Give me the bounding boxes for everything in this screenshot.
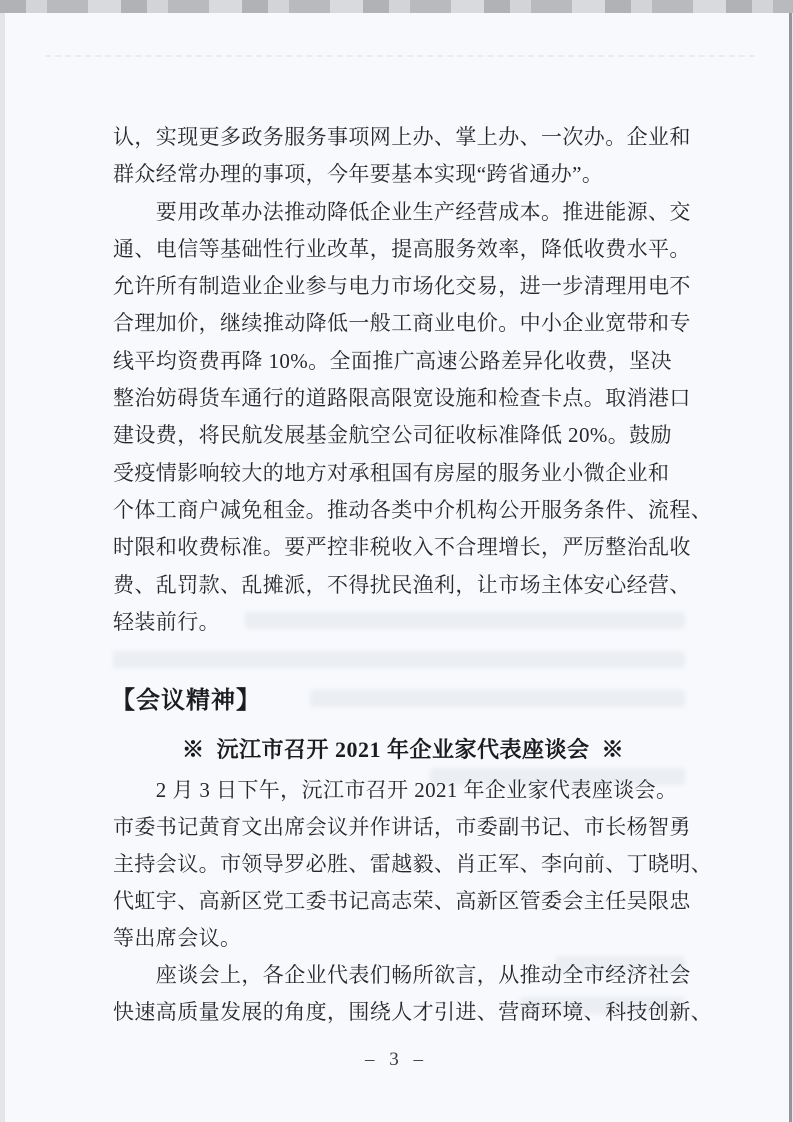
body-text-line: 市委书记黄育文出席会议并作讲话，市委副书记、市长杨智勇 — [113, 815, 691, 839]
body-text-line: 要用改革办法推动降低企业生产经营成本。推进能源、交 — [113, 199, 691, 224]
body-text-line: 合理加价，继续推动降低一般工商业电价。中小企业宽带和专 — [113, 311, 691, 336]
body-text-line: 群众经常办理的事项，今年要基本实现“跨省通办”。 — [113, 162, 604, 187]
body-text-line: 整治妨碍货车通行的道路限高限宽设施和检查卡点。取消港口 — [113, 386, 691, 411]
page-number: – 3 – — [365, 1049, 428, 1070]
body-paragraphs-top — [113, 119, 713, 641]
body-text-line: 2 月 3 日下午，沅江市召开 2021 年企业家代表座谈会。 — [113, 778, 678, 802]
body-text-line: 座谈会上，各企业代表们畅所欲言，从推动全市经济社会 — [113, 963, 691, 987]
body-text-line: 建设费，将民航发展基金航空公司征收标准降低 20%。鼓励 — [113, 423, 672, 448]
body-text-line: 认，实现更多政务服务事项网上办、掌上办、一次办。企业和 — [113, 125, 691, 149]
body-text-line: 快速高质量发展的角度，围绕人才引进、营商环境、科技创新、 — [113, 1000, 713, 1024]
page-scan-edge-line — [789, 13, 792, 1122]
body-text-line: 个体工商户减免租金。推动各类中介机构公开服务条件、流程、 — [113, 497, 713, 522]
bleedthrough-mark — [113, 651, 685, 668]
body-paragraphs-bottom — [113, 772, 713, 1031]
scanner-edge-strip — [0, 0, 793, 13]
body-text-line: 允许所有制造业企业参与电力市场化交易，进一步清理用电不 — [113, 274, 691, 299]
fold-crease-line — [45, 55, 755, 57]
body-text-line: 线平均资费再降 10%。全面推广高速公路差异化收费，坚决 — [113, 348, 672, 373]
bleedthrough-mark — [310, 690, 685, 707]
body-text-line: 代虹宇、高新区党工委书记高志荣、高新区管委会主任吴限忠 — [113, 889, 691, 913]
body-text-line: 通、电信等基础性行业改革，提高服务效率，降低收费水平。 — [113, 236, 691, 261]
body-text-line: 轻装前行。 — [113, 609, 220, 634]
body-text-line: 费、乱罚款、乱摊派，不得扰民渔利，让市场主体安心经营、 — [113, 572, 691, 597]
body-text-line: 时限和收费标准。要严控非税收入不合理增长，严厉整治乱收 — [113, 535, 691, 560]
section-heading: 【会议精神】 — [111, 687, 261, 714]
body-text-line: 主持会议。市领导罗必胜、雷越毅、肖正军、李向前、丁晓明、 — [113, 852, 713, 876]
body-text-line: 等出席会议。 — [113, 926, 242, 950]
article-title: ※ 沅江市召开 2021 年企业家代表座谈会 ※ — [181, 737, 624, 762]
body-text-line: 受疫情影响较大的地方对承租国有房屋的服务业小微企业和 — [113, 460, 670, 485]
